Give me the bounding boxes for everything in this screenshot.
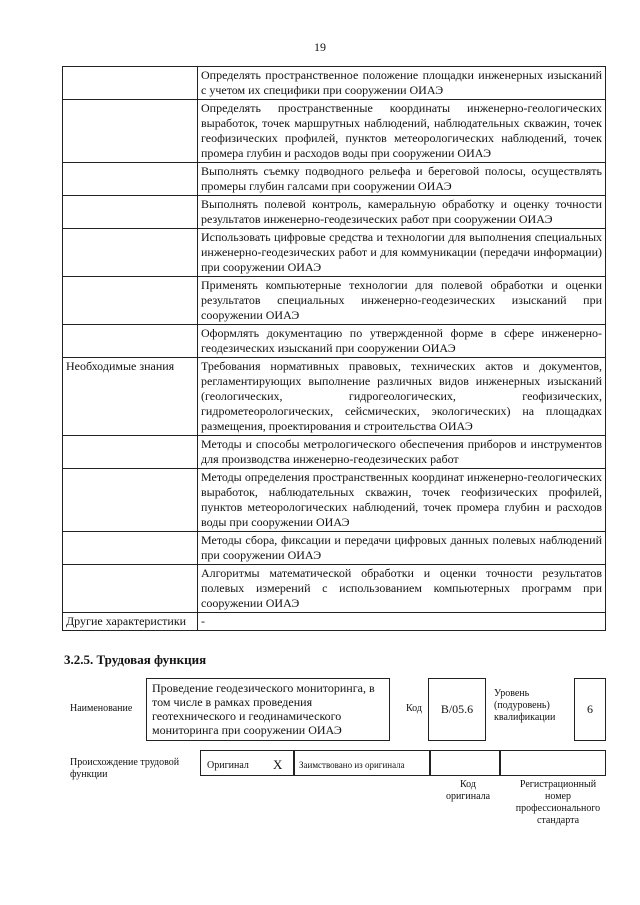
code-original-caption: Код оригинала [445,779,491,802]
row-value: Определять пространственные координаты инженерно-геологических выработок, точек маршрутных наблюдений, наблюдательных скважин, точек геофизических профилей, пунктов метеорологических наблюдений, точек промера глубин и расходов воды при сооружении ОИАЭ [198,100,606,163]
table-row [63,325,606,358]
borrowed-cell [294,750,430,776]
row-value: Методы и способы метрологического обеспечения приборов и инструментов для производства инженерно-геодезических работ [198,436,606,469]
page-number: 19 [314,40,326,54]
reg-number-caption: Регистрационный номер профессионального стандарта [515,779,601,826]
table-row [63,163,606,196]
row-key [63,100,198,163]
code-original-cell [430,750,500,776]
row-key [63,436,198,469]
row-value: Методы сбора, фиксации и передачи цифровых данных полевых наблюдений при сооружении ОИАЭ [198,532,606,565]
reg-number-cell [500,750,606,776]
row-value: Использовать цифровые средства и технологии для выполнения специальных инженерно-геодезических работ и для коммуникации (передачи информации) при сооружении ОИАЭ [198,229,606,277]
table-row [63,100,606,163]
original-mark: X [273,757,283,772]
original-cell [200,750,294,776]
table-row [63,277,606,325]
row-value: Выполнять полевой контроль, камеральную обработку и оценку точности результатов инженерно-геодезических работ при сооружении ОИАЭ [198,196,606,229]
row-key: Необходимые знания [63,358,198,436]
row-key [63,163,198,196]
row-value: Применять компьютерные технологии для полевой обработки и оценки результатов специальных инженерно-геодезических изысканий при сооружении ОИАЭ [198,277,606,325]
row-value: Алгоритмы математической обработки и оценки точности результатов полевых измерений с использованием компьютерных программ при сооружении ОИАЭ [198,565,606,613]
function-name-value: Проведение геодезического мониторинга, в том числе в рамках проведения геотехнического и геодинамического мониторинга при сооружении ОИАЭ [146,678,390,741]
row-value: Выполнять съемку подводного рельефа и береговой полосы, осуществлять промеры глубин галсами при сооружении ОИАЭ [198,163,606,196]
row-key [63,196,198,229]
table-row [63,67,606,100]
row-key [63,469,198,532]
function-code-value: B/05.6 [428,678,486,741]
row-key [63,565,198,613]
row-key [63,229,198,277]
row-key [63,532,198,565]
row-key: Другие характеристики [63,613,198,631]
row-value: Определять пространственное положение площадки инженерных изысканий с учетом их специфики при сооружении ОИАЭ [198,67,606,100]
table-row [63,358,606,436]
row-key [63,277,198,325]
row-value: Оформлять документацию по утвержденной форме в сфере инженерно-геодезических изысканий при сооружении ОИАЭ [198,325,606,358]
table-row [63,469,606,532]
origin-label: Происхождение трудовой функции [70,757,180,780]
qualification-level-value: 6 [574,678,606,741]
code-label: Код [406,703,422,714]
table-row [63,565,606,613]
table-row [63,532,606,565]
section-title: 3.2.5. Трудовая функция [64,652,207,667]
row-value: Методы определения пространственных координат инженерно-геологических выработок, наблюдательных скважин, точек геофизических профилей, пунктов метеорологических наблюдений, точек промера глубин и расходов воды при сооружении ОИАЭ [198,469,606,532]
row-key [63,325,198,358]
row-value: Требования нормативных правовых, технических актов и документов, регламентирующих выполнение различных видов инженерных изысканий (геологических, гидрогеологических, геофизических, гидрометеорологических, сейсмических, экологических) на площадках размещения, проектирования и строительства ОИАЭ [198,358,606,436]
table-row [63,196,606,229]
table-row [63,229,606,277]
row-value: - [198,613,606,631]
level-label: Уровень (подуровень) квалификации [494,688,556,723]
table-row [63,613,606,631]
skills-knowledge-table [62,66,606,631]
row-key [63,67,198,100]
original-label: Оригинал [207,760,249,771]
name-label: Наименование [70,703,133,714]
borrowed-label: Заимствовано из оригинала [299,760,405,770]
table-row [63,436,606,469]
